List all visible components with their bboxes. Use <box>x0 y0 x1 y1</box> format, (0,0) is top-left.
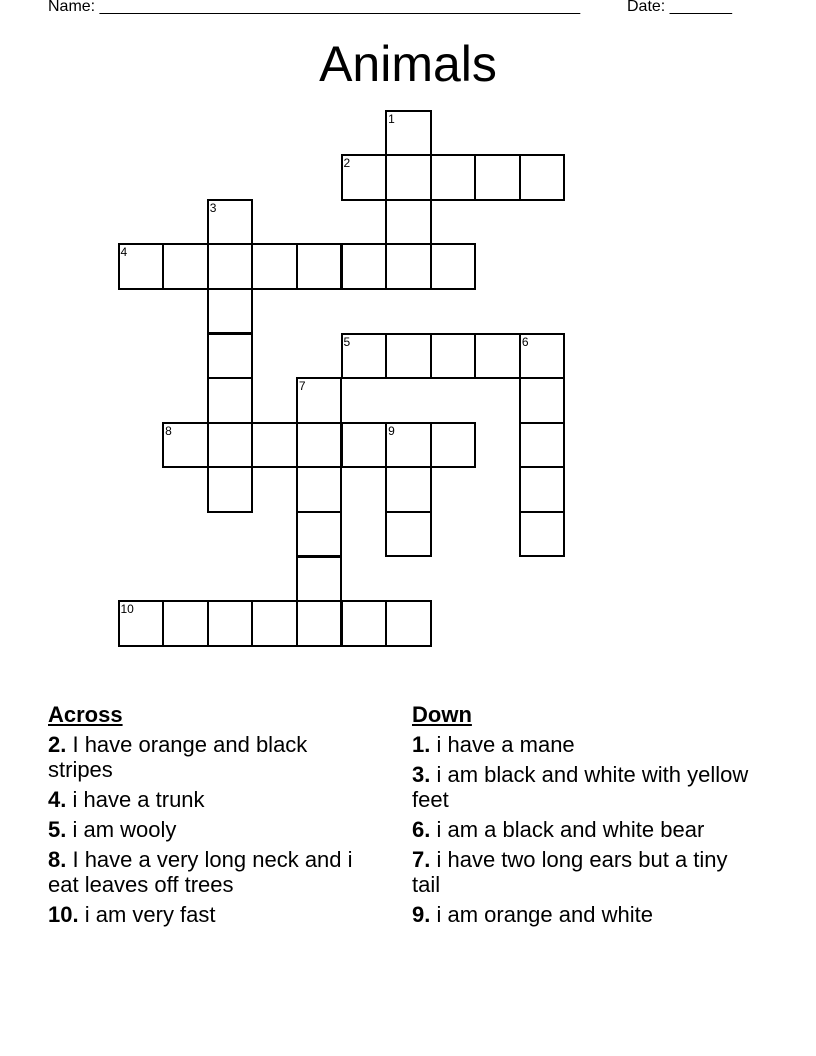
crossword-cell[interactable] <box>341 243 388 290</box>
crossword-cell[interactable] <box>519 511 566 558</box>
clue-text: i am wooly <box>66 817 177 842</box>
crossword-cell[interactable] <box>385 511 432 558</box>
crossword-cell[interactable] <box>251 243 298 290</box>
cell-number: 10 <box>120 602 134 617</box>
crossword-cell[interactable] <box>474 154 521 201</box>
down-clue <box>412 817 752 842</box>
clue-text: i am very fast <box>78 902 216 927</box>
crossword-cell[interactable] <box>341 333 388 380</box>
crossword-cell[interactable] <box>296 422 343 469</box>
name-field-label: Name: ______________________________________________________ <box>48 0 581 15</box>
across-clue <box>48 817 368 842</box>
crossword-cell[interactable] <box>207 422 254 469</box>
crossword-cell[interactable] <box>296 511 343 558</box>
crossword-cell[interactable] <box>162 422 209 469</box>
clue-text: I have a very long neck and i eat leaves off trees <box>48 847 353 897</box>
crossword-cell[interactable] <box>385 110 432 157</box>
across-clue <box>48 732 368 782</box>
across-clues <box>48 702 368 932</box>
clue-number: 3. <box>412 762 431 787</box>
date-field-label: Date: _______ <box>627 0 732 15</box>
cell-number: 8 <box>165 423 172 438</box>
crossword-cell[interactable] <box>207 288 254 335</box>
down-clue <box>412 762 752 812</box>
crossword-cell[interactable] <box>296 556 343 603</box>
crossword-cell[interactable] <box>341 422 388 469</box>
down-clue <box>412 847 752 897</box>
cell-number: 3 <box>209 200 217 215</box>
clue-number: 5. <box>48 817 67 842</box>
across-clue <box>48 847 368 897</box>
cell-number: 9 <box>388 423 395 438</box>
crossword-cell[interactable] <box>296 243 343 290</box>
crossword-cell[interactable] <box>385 243 432 290</box>
cell-number: 7 <box>298 379 306 394</box>
crossword-cell[interactable] <box>296 466 343 513</box>
cell-number: 6 <box>521 334 529 349</box>
crossword-cell[interactable] <box>519 333 566 380</box>
clue-text: i am a black and white bear <box>430 817 705 842</box>
clue-number: 4. <box>48 787 67 812</box>
cell-number: 5 <box>343 334 351 349</box>
across-clue <box>48 902 368 927</box>
crossword-cell[interactable] <box>296 377 343 424</box>
clue-number: 9. <box>412 902 431 927</box>
clue-text: i am black and white with yellow feet <box>412 762 749 812</box>
clue-number: 1. <box>412 732 431 757</box>
crossword-cell[interactable] <box>162 243 209 290</box>
crossword-cell[interactable] <box>207 199 254 246</box>
cell-number: 1 <box>388 111 395 126</box>
clue-number: 7. <box>412 847 431 872</box>
crossword-cell[interactable] <box>118 600 165 647</box>
crossword-cell[interactable] <box>162 600 209 647</box>
crossword-cell[interactable] <box>207 466 254 513</box>
crossword-cell[interactable] <box>385 199 432 246</box>
cell-number: 4 <box>120 245 128 260</box>
clue-text: i have a trunk <box>66 787 205 812</box>
crossword-cell[interactable] <box>385 154 432 201</box>
crossword-cell[interactable] <box>519 154 566 201</box>
clue-number: 2. <box>48 732 67 757</box>
cell-number: 2 <box>343 156 351 171</box>
crossword-cell[interactable] <box>430 154 477 201</box>
crossword-cell[interactable] <box>207 377 254 424</box>
down-clue <box>412 902 752 927</box>
crossword-cell[interactable] <box>430 333 477 380</box>
across-clue <box>48 787 368 812</box>
crossword-cell[interactable] <box>519 466 566 513</box>
crossword-cell[interactable] <box>341 154 388 201</box>
crossword-cell[interactable] <box>474 333 521 380</box>
across-heading: Across <box>48 702 123 727</box>
clue-text: i have two long ears but a tiny tail <box>412 847 728 897</box>
down-clue <box>412 732 752 757</box>
crossword-cell[interactable] <box>430 243 477 290</box>
clue-number: 10. <box>48 902 79 927</box>
crossword-cell[interactable] <box>430 422 477 469</box>
crossword-cell[interactable] <box>207 333 254 380</box>
crossword-cell[interactable] <box>296 600 343 647</box>
crossword-cell[interactable] <box>385 333 432 380</box>
crossword-cell[interactable] <box>251 422 298 469</box>
crossword-cell[interactable] <box>207 243 254 290</box>
crossword-cell[interactable] <box>519 377 566 424</box>
clue-text: I have orange and black stripes <box>48 732 308 782</box>
clue-number: 6. <box>412 817 431 842</box>
crossword-cell[interactable] <box>519 422 566 469</box>
page-title: Animals <box>319 36 497 92</box>
crossword-cell[interactable] <box>385 422 432 469</box>
clue-number: 8. <box>48 847 67 872</box>
clue-text: i am orange and white <box>430 902 653 927</box>
clue-text: i have a mane <box>430 732 575 757</box>
down-heading: Down <box>412 702 472 727</box>
crossword-cell[interactable] <box>341 600 388 647</box>
down-clues <box>412 702 752 932</box>
crossword-cell[interactable] <box>251 600 298 647</box>
crossword-cell[interactable] <box>118 243 165 290</box>
crossword-cell[interactable] <box>207 600 254 647</box>
crossword-cell[interactable] <box>385 466 432 513</box>
crossword-cell[interactable] <box>385 600 432 647</box>
